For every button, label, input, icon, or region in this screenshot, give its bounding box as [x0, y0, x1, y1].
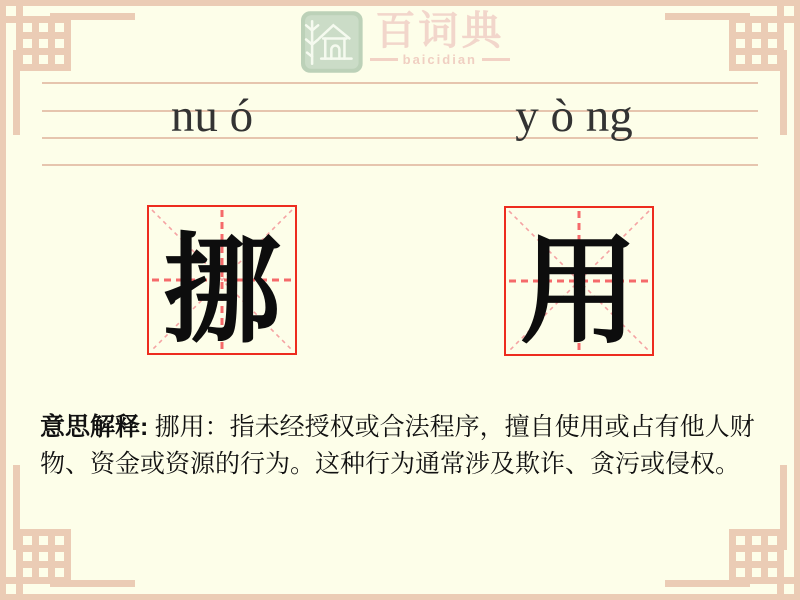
definition-text: 挪用：指未经授权或合法程序，擅自使用或占有他人财物、资金或资源的行为。这种行为通常涉及欺诈、贪污或侵权。 [40, 414, 755, 478]
character-glyph-2: 用 [519, 227, 638, 358]
logo-rule-left [370, 58, 398, 61]
definition-block [40, 409, 770, 483]
pinyin-syllable-2: y ò ng [515, 90, 633, 142]
logo-title: 百词典 [375, 8, 505, 53]
baicidian-logo [300, 8, 510, 78]
character-grid-box-2 [504, 206, 654, 356]
seal-icon [300, 10, 364, 74]
pinyin-guide-line [42, 164, 758, 166]
definition-label: 意思解释: [40, 413, 149, 441]
pinyin-guide-line [42, 82, 758, 84]
character-glyph-1: 挪 [162, 226, 281, 357]
pinyin-syllable-1: nu ó [170, 90, 254, 142]
character-grid-box-1 [147, 205, 297, 355]
logo-subtitle: baicidian [402, 52, 477, 67]
logo-rule-right [482, 58, 510, 61]
